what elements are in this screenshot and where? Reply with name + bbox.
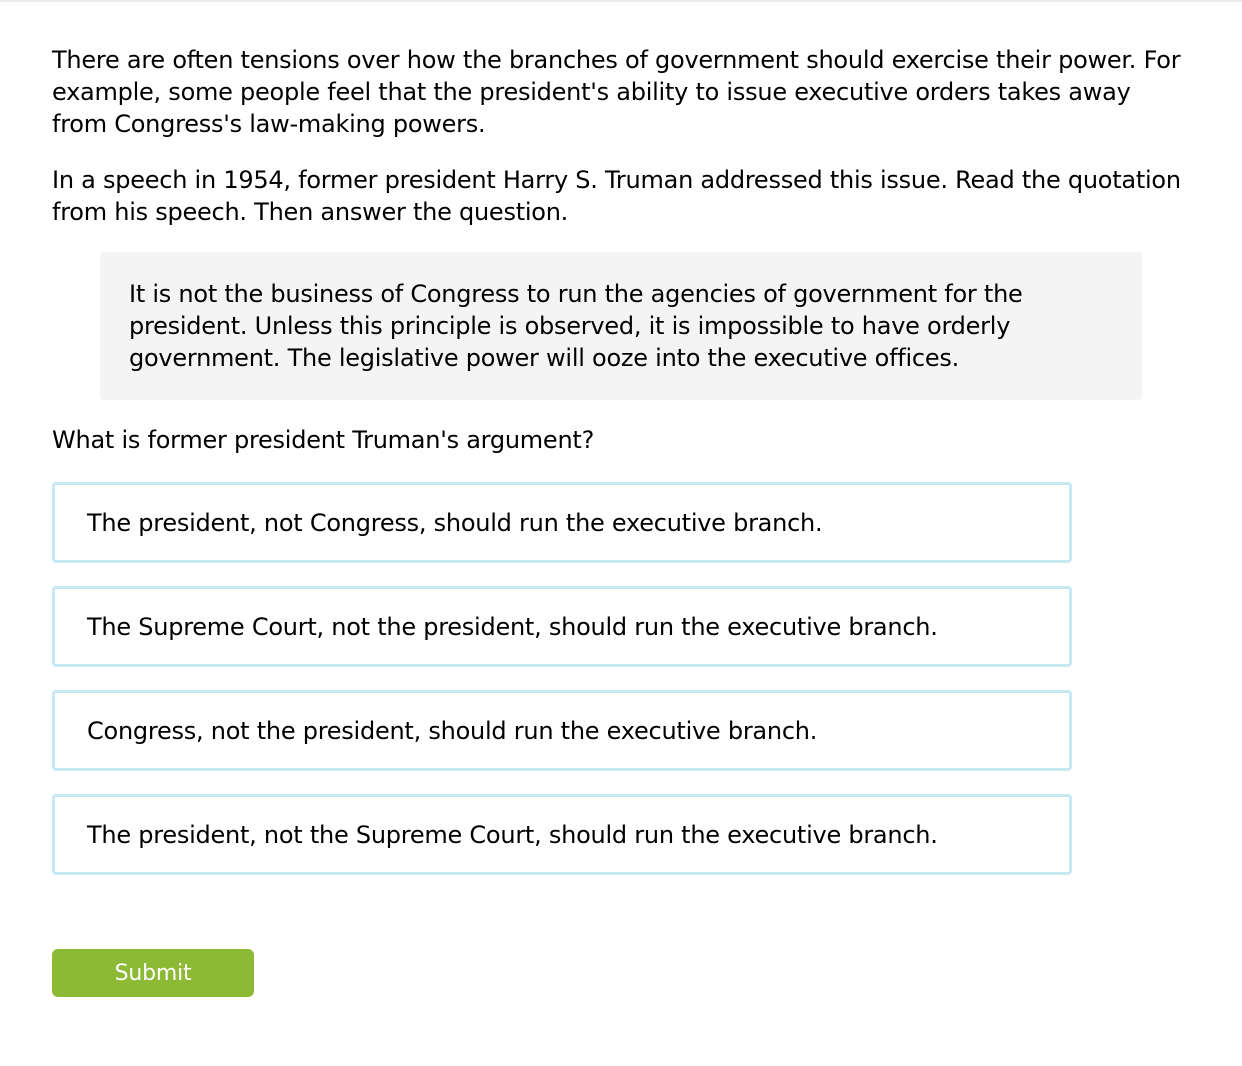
answer-choice-2[interactable] <box>52 586 1072 667</box>
question-prompt: What is former president Truman's argument? <box>52 426 595 454</box>
answer-choice-label: Congress, not the president, should run the executive branch. <box>87 716 818 745</box>
question-content <box>52 44 1192 898</box>
answer-choice-label: The president, not the Supreme Court, should run the executive branch. <box>87 820 938 849</box>
answer-choice-3[interactable] <box>52 690 1072 771</box>
quotation-box <box>100 252 1142 400</box>
answer-choice-4[interactable] <box>52 794 1072 875</box>
top-divider <box>0 0 1242 2</box>
answer-choice-1[interactable] <box>52 482 1072 563</box>
answer-choices <box>52 482 1072 875</box>
intro-paragraph-2: In a speech in 1954, former president Harry S. Truman addressed this issue. Read the quotation from his speech. Then answer the question. <box>52 166 1181 226</box>
quotation-text: It is not the business of Congress to run the agencies of government for the president. Unless this principle is observed, it is impossible to have orderly government. The legislative power will ooze into the executive offices. <box>129 280 1023 372</box>
answer-choice-label: The Supreme Court, not the president, should run the executive branch. <box>87 612 938 641</box>
answer-choice-label: The president, not Congress, should run the executive branch. <box>87 508 823 537</box>
submit-button[interactable]: Submit <box>52 949 254 997</box>
intro-paragraph-1: There are often tensions over how the branches of government should exercise their power. For example, some people feel that the president's ability to issue executive orders takes away from Congress's law-making powers. <box>52 46 1181 138</box>
